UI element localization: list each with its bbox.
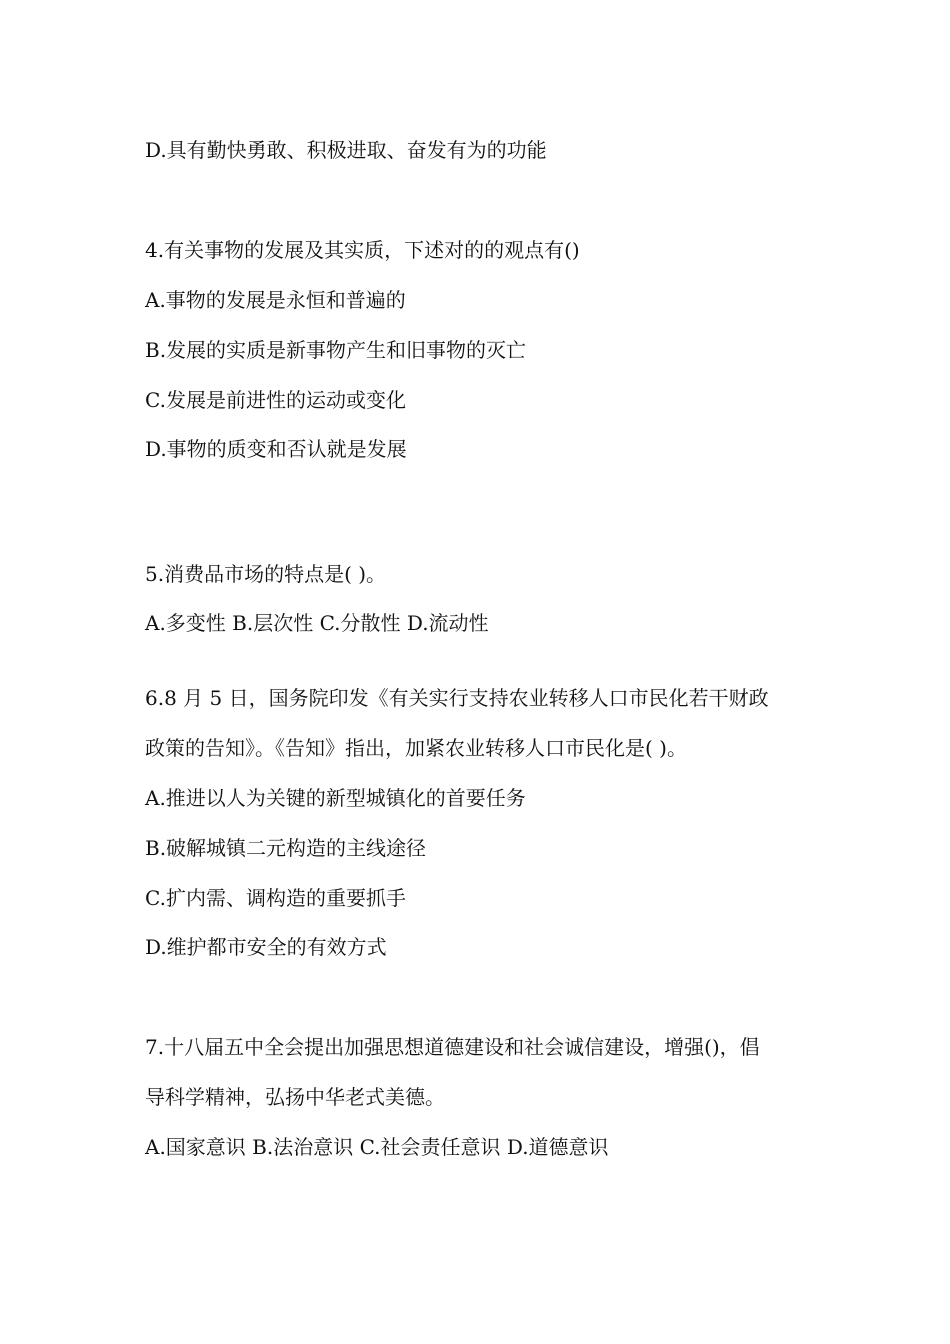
question-7-options: A.国家意识 B.法治意识 C.社会责任意识 D.道德意识 bbox=[145, 1135, 609, 1159]
question-7-stem-line-1: 7.十八届五中全会提出加强思想道德建设和社会诚信建设，增强()，倡 bbox=[145, 1035, 760, 1059]
question-5-options: A.多变性 B.层次性 C.分散性 D.流动性 bbox=[145, 611, 489, 635]
question-4-stem: 4.有关事物的发展及其实质，下述对的的观点有() bbox=[145, 238, 580, 262]
question-4-option-c: C.发展是前进性的运动或变化 bbox=[145, 388, 406, 412]
question-4-option-a: A.事物的发展是永恒和普遍的 bbox=[145, 288, 406, 312]
question-4-option-b: B.发展的实质是新事物产生和旧事物的灭亡 bbox=[145, 338, 527, 362]
question-4-option-d: D.事物的质变和否认就是发展 bbox=[145, 437, 407, 461]
question-6-stem-line-2: 政策的告知》。《告知》指出，加紧农业转移人口市民化是( )。 bbox=[145, 736, 687, 760]
question-6-option-d: D.维护都市安全的有效方式 bbox=[145, 935, 387, 959]
question-5-stem: 5.消费品市场的特点是( )。 bbox=[145, 562, 387, 586]
question-3-option-d: D.具有勤快勇敢、积极进取、奋发有为的功能 bbox=[145, 138, 547, 162]
question-6-option-b: B.破解城镇二元构造的主线途径 bbox=[145, 836, 427, 860]
question-7-stem-line-2: 导科学精神，弘扬中华老式美德。 bbox=[145, 1085, 445, 1109]
question-6-stem-line-1: 6.8 月 5 日，国务院印发《有关实行支持农业转移人口市民化若干财政 bbox=[145, 686, 769, 710]
question-6-option-a: A.推进以人为关键的新型城镇化的首要任务 bbox=[145, 786, 526, 810]
question-6-option-c: C.扩内需、调构造的重要抓手 bbox=[145, 886, 406, 910]
